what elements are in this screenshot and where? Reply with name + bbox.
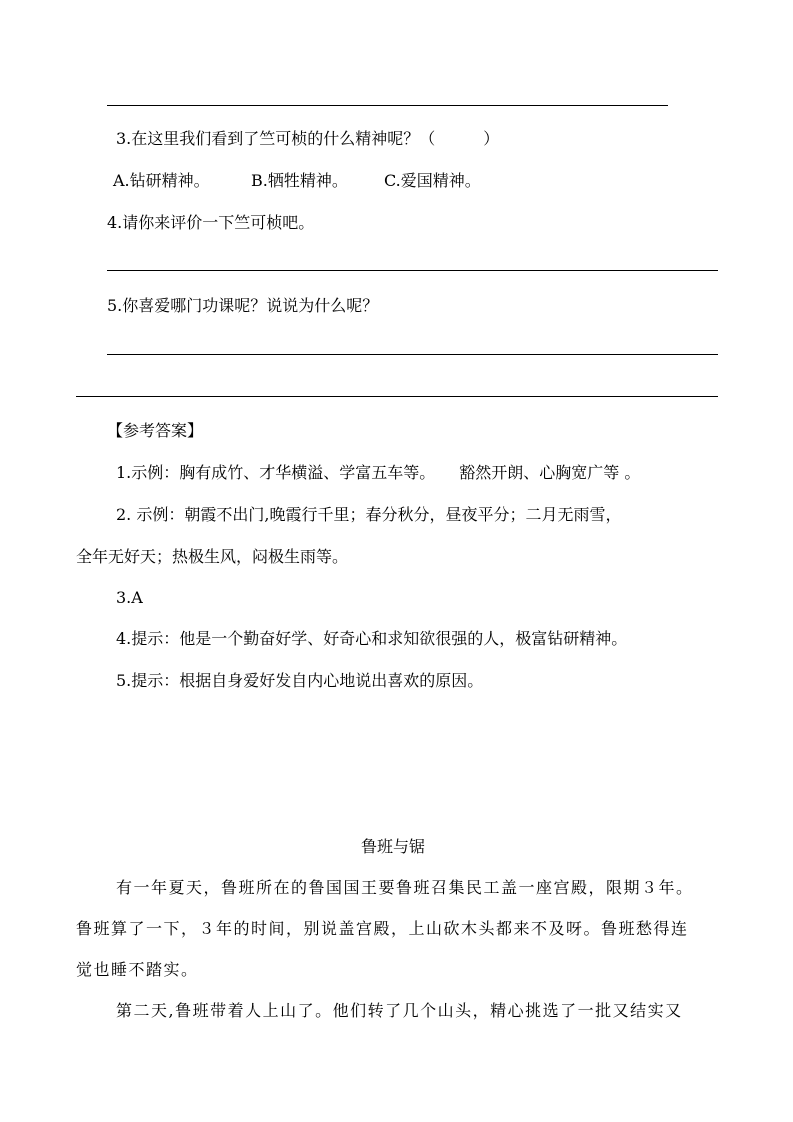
answer-3: 3.A — [116, 588, 143, 607]
answer-1: 1.示例：胸有成竹、才华横溢、学富五车等。 豁然开朗、心胸宽广等 。 — [116, 463, 641, 482]
answer-2-line-1: 2. 示例：朝霞不出门,晚霞行千里；春分秋分，昼夜平分；二月无雨雪， — [116, 505, 622, 524]
story-paragraph-1-line-2: 鲁班算了一下，３年的时间，别说盖宫殿，上山砍木头都来不及呀。鲁班愁得连 — [76, 919, 689, 938]
answer-line — [107, 354, 718, 355]
story-title: 鲁班与锯 — [361, 837, 426, 856]
answers-heading: 【参考答案】 — [107, 421, 204, 440]
answer-2-line-2: 全年无好天；热极生风，闷极生雨等。 — [76, 547, 349, 566]
question-3-option-a: A.钻研精神。 — [113, 171, 210, 190]
question-3-option-c: C.爱国精神。 — [384, 171, 481, 190]
story-paragraph-2-line-1: 第二天,鲁班带着人上山了。他们转了几个山头，精心挑选了一批又结实又 — [116, 1001, 683, 1020]
question-4: 4.请你来评价一下竺可桢吧。 — [107, 213, 315, 232]
answer-5: 5.提示：根据自身爱好发自内心地说出喜欢的原因。 — [116, 671, 484, 690]
section-divider — [76, 396, 718, 397]
answer-line — [107, 270, 718, 271]
story-paragraph-1-line-1: 有一年夏天，鲁班所在的鲁国国王要鲁班召集民工盖一座宫殿，限期３年。 — [116, 878, 694, 897]
answer-line — [107, 105, 668, 106]
question-5: 5.你喜爱哪门功课呢？说说为什么呢？ — [107, 296, 379, 315]
question-3: 3.在这里我们看到了竺可桢的什么精神呢？（ ） — [116, 129, 500, 148]
answer-4: 4.提示：他是一个勤奋好学、好奇心和求知欲很强的人，极富钻研精神。 — [116, 629, 628, 648]
story-paragraph-1-line-3: 觉也睡不踏实。 — [76, 960, 199, 979]
question-3-option-b: B.牺牲精神。 — [251, 171, 348, 190]
